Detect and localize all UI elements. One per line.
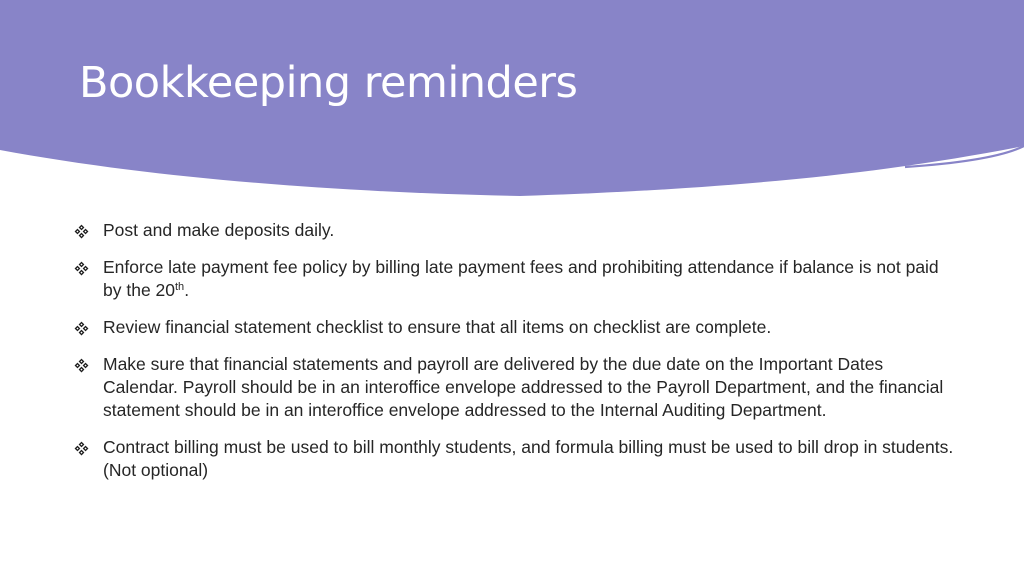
diamond-bullet-icon <box>74 441 89 456</box>
bullet-text-tail: . <box>184 280 190 300</box>
bullet-text: Contract billing must be used to bill monthly students, and formula billing must be used to bill drop in students. (Not optional) <box>103 437 954 480</box>
bullet-text: Enforce late payment fee policy by billing late payment fees and prohibiting attendance if balance is not paid by the 20 <box>103 257 939 300</box>
ordinal-suffix: th <box>175 281 185 293</box>
bullet-text: Make sure that financial statements and payroll are delivered by the due date on the Important Dates Calendar. Payroll should be in an interoffice envelope addressed to the Payroll Department, and the financial statement should be in an interoffice envelope addressed to the Internal Auditing Department. <box>103 354 944 420</box>
list-item <box>74 353 959 422</box>
page-title: Bookkeeping reminders <box>79 58 578 108</box>
bullet-list <box>74 219 959 496</box>
diamond-bullet-icon <box>74 321 89 336</box>
diamond-bullet-icon <box>74 261 89 276</box>
diamond-bullet-icon <box>74 358 89 373</box>
list-item <box>74 256 959 302</box>
list-item <box>74 436 959 482</box>
diamond-bullet-icon <box>74 224 89 239</box>
list-item <box>74 316 959 339</box>
list-item <box>74 219 959 242</box>
bullet-text: Post and make deposits daily. <box>103 220 335 240</box>
bullet-text: Review financial statement checklist to ensure that all items on checklist are complete. <box>103 317 772 337</box>
